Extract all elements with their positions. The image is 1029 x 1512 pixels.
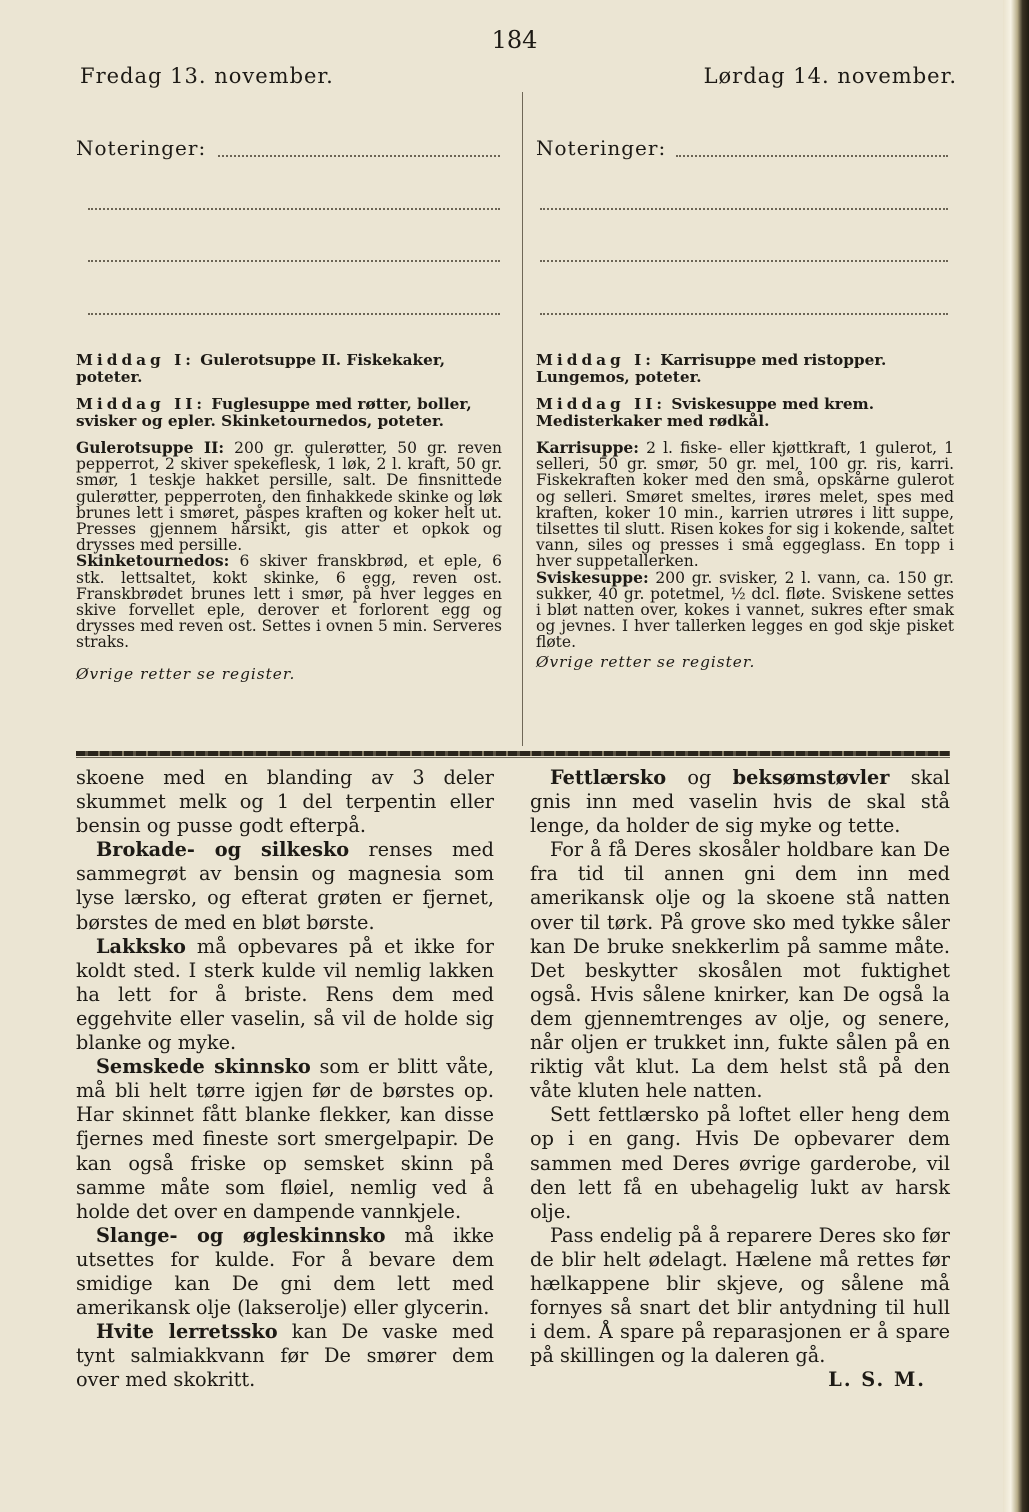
- article-paragraph: Lakksko må opbevares på et ikke for koldt sted. I sterk kulde vil nemlig lakken ha lett for å briste. Rens dem med eggehvite eller vaselin, så vil de holde sig blanke og myke.: [76, 934, 494, 1055]
- article-paragraph: Slange- og øgleskinnsko må ikke utsettes for kulde. For å bevare dem smidige kan De gni dem lett med amerikansk olje (lakserolje) eller glycerin.: [76, 1223, 494, 1320]
- article-paragraph: Hvite lerretssko kan De vaske med tynt salmiakkvann før De smører dem over med skokritt.: [76, 1320, 494, 1392]
- menu-column-right: [536, 352, 954, 671]
- article-paragraph: Sett fettlærsko på loftet eller heng dem op i en gang. Hvis De opbevarer dem sammen med Deres øvrige garderobe, vil den lett få en ubehagelig lukt av harsk olje.: [530, 1103, 950, 1223]
- notes-label-right: Noteringer:: [536, 136, 667, 160]
- article-paragraph: Fettlærsko og beksømstøvler skal gnis inn med vaselin hvis de skal stå lenge, da holder de sig myke og tette.: [530, 766, 950, 838]
- dinner-two-right: Middag II: Sviskesuppe med krem. Medisterkaker med rødkål.: [536, 395, 875, 430]
- notes-line-right: [676, 155, 948, 157]
- day-heading-friday: Fredag 13. november.: [80, 64, 334, 88]
- notes-label-left: Noteringer:: [76, 136, 207, 160]
- recipe-gulerotsuppe: Gulerotsuppe II: 200 gr. gulerøtter, 50 gr. reven pepperrot, 2 skiver spekeflesk, 1 løk, 2 l. kraft, 50 gr. smør, 1 teskje hakket persille, salt. De finsnittede gulerøtter, pepperroten, den finhakkede skinke og løk brunes lett i smøret, påspes kraften og koker helt ut. Presses gjennem hårsikt, gis atter et opkok og drysses med persille.: [76, 438, 502, 555]
- dinner-one-left: Middag I: Gulerotsuppe II. Fiskekaker, poteter.: [76, 351, 446, 386]
- column-divider: [522, 92, 523, 746]
- notes-line-right: [540, 260, 948, 262]
- article-paragraph: Semskede skinnsko som er blitt våte, må bli helt tørre igjen før de børstes op. Har skinnet fått blanke flekker, kan disse fjernes med fineste sort smergelpapir. De kan også friske op semsket skinn på samme måte som fløiel, nemlig ved å holde det over en dampende vannkjele.: [76, 1055, 494, 1223]
- day-heading-saturday: Lørdag 14. november.: [703, 64, 957, 88]
- article-column-right: [530, 766, 950, 1392]
- recipe-skinketournedos: Skinketournedos: 6 skiver franskbrød, et eple, 6 stk. lettsaltet, kokt skinke, 6 egg, reven ost. Franskbrødet brunes lett i smør, på hver legges en skive forvellet eple, derover et forlorent egg og drysses med reven ost. Settes i ovnen 5 min. Serveres straks.: [76, 551, 502, 652]
- section-separator: [76, 751, 950, 756]
- section-separator-thin: [76, 757, 950, 758]
- notes-line-left: [218, 155, 500, 157]
- dinner-two-left: Middag II: Fuglesuppe med røtter, boller, svisker og epler. Skinketournedos, poteter.: [76, 395, 472, 430]
- article-paragraph: For å få Deres skosåler holdbare kan De fra tid til annen gni dem inn med amerikansk olje og la skoene stå natten over til tørk. På grove sko med tykke såler kan De bruke snekkerlim på samme måte. Det beskytter skosålen mot fuktighet også. Hvis sålene knirker, kan De også la dem gjennemtrenges av olje, og senere, når oljen er trukket inn, fukte sålen på en riktig våt klut. La dem helst stå på den våte kluten hele natten.: [530, 838, 950, 1103]
- article-column-left: [76, 766, 494, 1392]
- recipe-karrisuppe: Karrisuppe: 2 l. fiske- eller kjøttkraft, 1 gulerot, 1 selleri, 50 gr. smør, 50 gr. mel, 100 gr. ris, karri. Fiskekraften koker med den små, opskårne gulerot og selleri. Smøret smeltes, irøres melet, spes med kraften, koker 10 min., karrien utrøres i litt suppe, tilsettes til slutt. Risen kokes for sig i kokende, saltet vann, siles og presses i små eggeglass. En topp i hver suppetallerken.: [536, 438, 955, 571]
- see-register-right: Øvrige retter se register.: [536, 652, 756, 671]
- article-paragraph: Pass endelig på å reparere Deres sko før de blir helt ødelagt. Hælene må rettes før hælkappene blir skjeve, og sålene må fornyes så snart det blir antydning til hull i dem. Å spare på reparasjonen er å spare på skillingen og la daleren gå. L. S. M.: [530, 1223, 950, 1392]
- article-paragraph: skoene med en blanding av 3 deler skummet melk og 1 del terpentin eller bensin og pusse godt efterpå.: [76, 766, 494, 838]
- article-paragraph: Brokade- og silkesko renses med sammegrøt av bensin og magnesia som lyse lærsko, og efterat grøten er fjernet, børstes de med en bløt børste.: [76, 838, 494, 934]
- notes-line-left: [88, 260, 500, 262]
- see-register-left: Øvrige retter se register.: [76, 664, 296, 683]
- notes-line-left: [88, 313, 500, 315]
- notes-line-right: [540, 208, 948, 210]
- page-edge: [1003, 0, 1029, 1512]
- notes-line-right: [540, 313, 948, 315]
- menu-column-left: [76, 352, 502, 683]
- author-signature: L. S. M.: [828, 1368, 926, 1392]
- dinner-one-right: Middag I: Karrisuppe med ristopper. Lungemos, poteter.: [536, 351, 887, 386]
- notes-line-left: [88, 208, 500, 210]
- recipe-sviskesuppe: Sviskesuppe: 200 gr. svisker, 2 l. vann, ca. 150 gr. sukker, 40 gr. potetmel, ½ dcl. fløte. Sviskene settes i bløt natten over, kokes i vannet, sukres efter smak og jevnes. I hver tallerken legges en god skje pisket fløte.: [536, 567, 954, 652]
- page-number: 184: [491, 26, 538, 54]
